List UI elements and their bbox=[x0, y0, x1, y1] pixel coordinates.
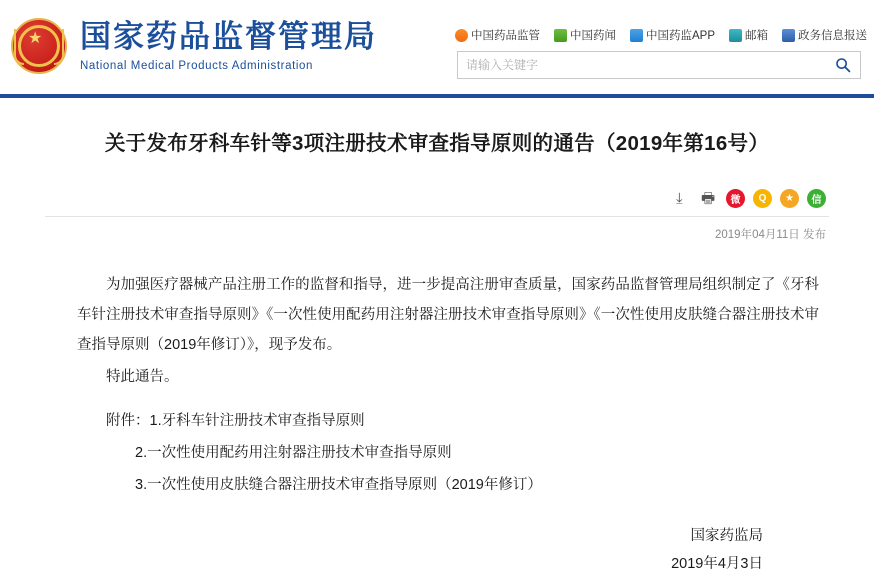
header-link-label: 邮箱 bbox=[745, 30, 769, 42]
article-signature bbox=[45, 522, 829, 578]
search-icon bbox=[835, 57, 851, 73]
header-links bbox=[455, 27, 867, 43]
header-link-label: 中国药品监管 bbox=[471, 30, 540, 42]
favorite-share-icon[interactable]: ★ bbox=[780, 189, 799, 208]
qzone-share-icon[interactable]: Q bbox=[753, 189, 772, 208]
publish-date: 2019年04月11日 发布 bbox=[714, 229, 826, 241]
divider bbox=[45, 216, 829, 217]
article-paragraph: 为加强医疗器械产品注册工作的监督和指导，进一步提高注册审查质量，国家药品监督管理局组织制定了《牙科车针注册技术审查指导原则》《一次性使用配药用注射器注册技术审查指导原则》《一次性使用皮肤缝合器注册技术审查指导原则（2019年修订）》，现予发布。 bbox=[77, 277, 819, 353]
attachment-item[interactable]: 附件：1.牙科车针注册技术审查指导原则 bbox=[106, 413, 365, 429]
article-paragraph: 特此通告。 bbox=[106, 369, 179, 385]
header-link-label: 政务信息报送 bbox=[798, 30, 868, 42]
signature-date: 2019年4月3日 bbox=[671, 556, 763, 572]
article-container bbox=[0, 128, 874, 578]
blue-square-icon bbox=[630, 29, 643, 42]
search-input[interactable] bbox=[458, 52, 826, 78]
header-link-label: 中国药闻 bbox=[570, 30, 616, 42]
brand-name-cn: 国家药品监督管理局 bbox=[80, 19, 377, 54]
navy-square-icon bbox=[782, 29, 795, 42]
article-body bbox=[45, 270, 829, 500]
header-link-government-info[interactable] bbox=[782, 27, 867, 43]
green-square-icon bbox=[554, 29, 567, 42]
attachment-list bbox=[77, 406, 819, 500]
header-link-drug-news[interactable] bbox=[554, 27, 616, 43]
national-emblem-icon: ★ bbox=[8, 15, 70, 77]
print-icon[interactable]: 🖶 bbox=[701, 189, 716, 207]
header-link-app[interactable] bbox=[630, 27, 715, 43]
article-toolbar bbox=[45, 186, 829, 210]
teal-mail-icon bbox=[729, 29, 742, 42]
header-link-drug-regulation[interactable] bbox=[455, 27, 540, 43]
header-link-mail[interactable] bbox=[729, 27, 768, 43]
download-icon[interactable]: ⤓ bbox=[676, 189, 683, 207]
weibo-share-icon[interactable]: 微 bbox=[726, 189, 745, 208]
attachment-item[interactable]: 2.一次性使用配药用注射器注册技术审查指导原则 bbox=[135, 445, 452, 461]
wechat-share-icon[interactable]: 信 bbox=[807, 189, 826, 208]
attachment-item[interactable]: 3.一次性使用皮肤缝合器注册技术审查指导原则（2019年修订） bbox=[135, 477, 542, 493]
search-bar[interactable] bbox=[457, 51, 861, 79]
page-title: 关于发布牙科车针等3项注册技术审查指导原则的通告（2019年第16号） bbox=[104, 132, 770, 155]
site-header bbox=[0, 0, 874, 98]
site-brand[interactable] bbox=[0, 8, 377, 84]
orange-circle-icon bbox=[455, 29, 468, 42]
signature-org: 国家药监局 bbox=[690, 528, 763, 544]
header-link-label: 中国药监APP bbox=[646, 30, 716, 42]
search-button[interactable] bbox=[826, 52, 860, 78]
brand-name-en: National Medical Products Administration bbox=[80, 60, 314, 72]
